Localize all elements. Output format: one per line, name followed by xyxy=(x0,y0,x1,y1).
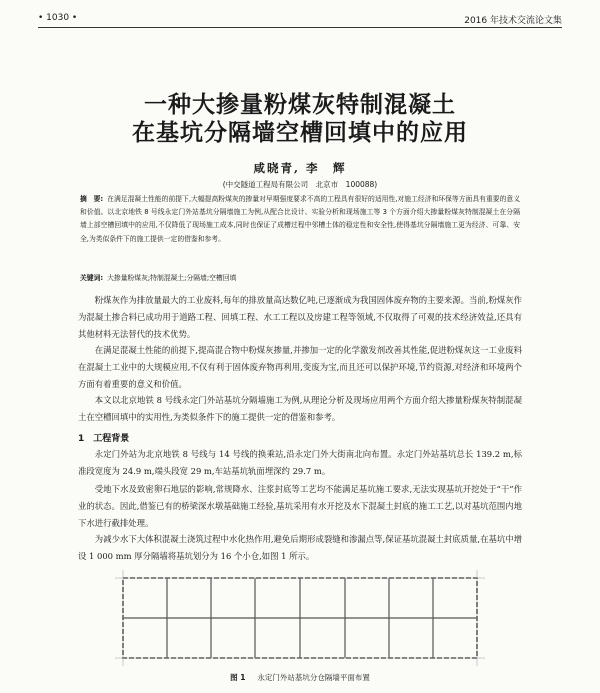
page-number: • 1030 • xyxy=(38,13,78,23)
figure-caption-text: 永定门外站基坑分仓隔墙平面布置 xyxy=(257,673,370,682)
affiliation: (中交隧道工程局有限公司 北京市 100088) xyxy=(222,180,378,189)
body-paragraph: 为减少水下大体积混凝土浇筑过程中水化热作用,避免后期形成裂缝和渗漏点等,保证基坑混凝土封底质量,在基坑中增设 1 000 mm 厚分隔墙将基坑划分为 16 个小仓,如图 1 所示。 xyxy=(78,534,522,561)
body-paragraph: 受地下水及致密卵石地层的影响,常规降水、注浆封底等工艺均不能满足基坑施工要求,无法实现基坑开挖处于“干”作业的状态。因此,借鉴已有的桥梁深水墩基础施工经验,基坑采用有水开挖及水下混凝土封底的施工工艺,以对基坑范围内地下水进行截排处理。 xyxy=(78,484,522,528)
figure-number: 图 1 xyxy=(230,673,246,682)
authors: 咸晓青, 李 辉 xyxy=(253,161,347,175)
body-paragraph: 永定门外站为北京地铁 8 号线与 14 号线的换乘站,沿永定门外大街南北向布置。永定门外站基坑总长 139.2 m,标准段宽度为 24.9 m,端头段宽 29 m,车站基坑轨面埋深约 29.7 m。 xyxy=(78,449,522,476)
keywords xyxy=(80,272,520,282)
title-line-2: 在基坑分隔墙空槽回填中的应用 xyxy=(132,119,468,146)
journal-name: 2016 年技术交流论文集 xyxy=(464,16,562,26)
body-paragraph: 在满足混凝土性能的前提下,提高混合物中粉煤灰掺量,并掺加一定的化学激发剂改善其性能,促进粉煤灰这一工业废料在混凝土工业中的大规模应用,不仅有利于固体废弃物再利用,变废为宝,而且还可以保护环境,节约资源,对经济和环境两个方面有着重要的意义和价值。 xyxy=(78,345,522,389)
keywords-label: 关键词: xyxy=(80,274,104,282)
pit-plan-drawing xyxy=(115,570,485,666)
body-paragraph: 粉煤灰作为排放量最大的工业废料,每年的排放量高达数亿吨,已逐渐成为我国固体废弃物的主要来源。当前,粉煤灰作为混凝土掺合料已成功用于道路工程、回填工程、水工工程以及房建工程等领域,不仅取得了可观的技术经济效益,还具有其他材料无法替代的技术优势。 xyxy=(78,295,522,339)
abstract-label: 摘 要: xyxy=(80,195,104,203)
abstract xyxy=(80,193,520,246)
title-line-1: 一种大掺量粉煤灰特制混凝土 xyxy=(144,91,456,118)
figure-1-plan xyxy=(115,570,485,666)
keywords-text: 大掺量粉煤灰;特制混凝土;分隔墙;空槽回填 xyxy=(107,274,237,282)
figure-caption xyxy=(0,672,600,683)
body-paragraph: 本文以北京地铁 8 号线永定门外站基坑分隔墙施工为例,从理论分析及现场应用两个方面介绍大掺量粉煤灰特制混凝土在空槽回填中的实用性,为类似条件下的施工提供一定的借鉴和参考。 xyxy=(78,395,522,422)
section-heading: 1 工程背景 xyxy=(78,434,130,444)
abstract-text: 在满足混凝土性能的前提下,大幅提高粉煤灰的掺量对早期强度要求不高的工程具有很好的适用性,对施工经济和环保等方面具有重要的意义和价值。以北京地铁 8 号线永定门外站基坑分隔墙施工为例,从配合比设计、实验分析和现场施工等 3 个方面介绍大掺量粉煤灰特制混凝土在分隔墙上部空槽回填中的应用,不仅降低了现场施工成本,同时也保证了成槽过程中邻槽土体的稳定性和安全性,使得基坑分隔墙施工更为经济、可靠、安全,为类似条件下的施工提供一定的借鉴和参考。 xyxy=(80,195,521,243)
running-header xyxy=(38,9,562,28)
